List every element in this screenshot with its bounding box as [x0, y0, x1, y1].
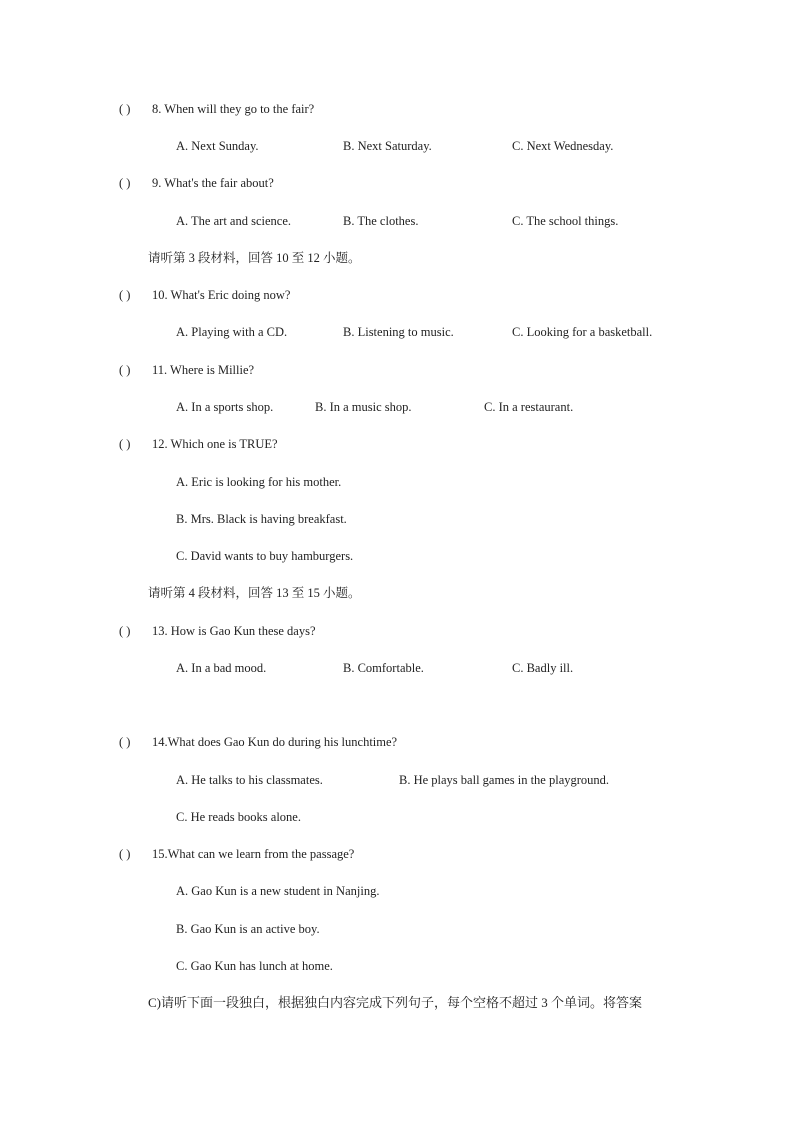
option-11b: B. In a music shop. — [315, 400, 412, 414]
question-15: 15.What can we learn from the passage? — [152, 847, 355, 861]
section-c-instruction: C)请听下面一段独白，根据独白内容完成下列句子，每个空格不超过 3 个单词。将答案 — [148, 995, 643, 1010]
option-12c: C. David wants to buy hamburgers. — [176, 549, 354, 563]
option-14b: B. He plays ball games in the playground. — [399, 773, 610, 787]
option-13c: C. Badly ill. — [512, 661, 574, 675]
answer-blank-9[interactable]: ( ) — [119, 176, 131, 190]
answer-blank-10[interactable]: ( ) — [119, 288, 131, 302]
option-10b: B. Listening to music. — [343, 325, 454, 339]
answer-blank-11[interactable]: ( ) — [119, 363, 131, 377]
option-10a: A. Playing with a CD. — [176, 325, 288, 339]
answer-blank-14[interactable]: ( ) — [119, 735, 131, 749]
answer-blank-13[interactable]: ( ) — [119, 624, 131, 638]
option-15c: C. Gao Kun has lunch at home. — [176, 959, 333, 973]
question-13: 13. How is Gao Kun these days? — [152, 624, 316, 638]
option-8c: C. Next Wednesday. — [512, 139, 614, 153]
option-13b: B. Comfortable. — [343, 661, 424, 675]
question-12: 12. Which one is TRUE? — [152, 437, 278, 451]
option-14c: C. He reads books alone. — [176, 810, 301, 824]
option-13a: A. In a bad mood. — [176, 661, 267, 675]
question-10: 10. What's Eric doing now? — [152, 288, 291, 302]
section-4-instruction: 请听第 4 段材料，回答 13 至 15 小题。 — [148, 586, 361, 600]
option-11a: A. In a sports shop. — [176, 400, 274, 414]
answer-blank-8[interactable]: ( ) — [119, 102, 131, 116]
option-15b: B. Gao Kun is an active boy. — [176, 922, 320, 936]
question-9: 9. What's the fair about? — [152, 176, 274, 190]
option-8b: B. Next Saturday. — [343, 139, 432, 153]
option-11c: C. In a restaurant. — [484, 400, 574, 414]
answer-blank-12[interactable]: ( ) — [119, 437, 131, 451]
option-12b: B. Mrs. Black is having breakfast. — [176, 512, 347, 526]
option-8a: A. Next Sunday. — [176, 139, 259, 153]
question-14: 14.What does Gao Kun do during his lunchtime? — [152, 735, 398, 749]
option-10c: C. Looking for a basketball. — [512, 325, 653, 339]
option-9c: C. The school things. — [512, 214, 619, 228]
option-14a: A. He talks to his classmates. — [176, 773, 323, 787]
answer-blank-15[interactable]: ( ) — [119, 847, 131, 861]
question-11: 11. Where is Millie? — [152, 363, 255, 377]
section-3-instruction: 请听第 3 段材料，回答 10 至 12 小题。 — [148, 251, 361, 265]
option-12a: A. Eric is looking for his mother. — [176, 475, 342, 489]
question-8: 8. When will they go to the fair? — [152, 102, 315, 116]
option-15a: A. Gao Kun is a new student in Nanjing. — [176, 884, 380, 898]
option-9b: B. The clothes. — [343, 214, 419, 228]
option-9a: A. The art and science. — [176, 214, 291, 228]
